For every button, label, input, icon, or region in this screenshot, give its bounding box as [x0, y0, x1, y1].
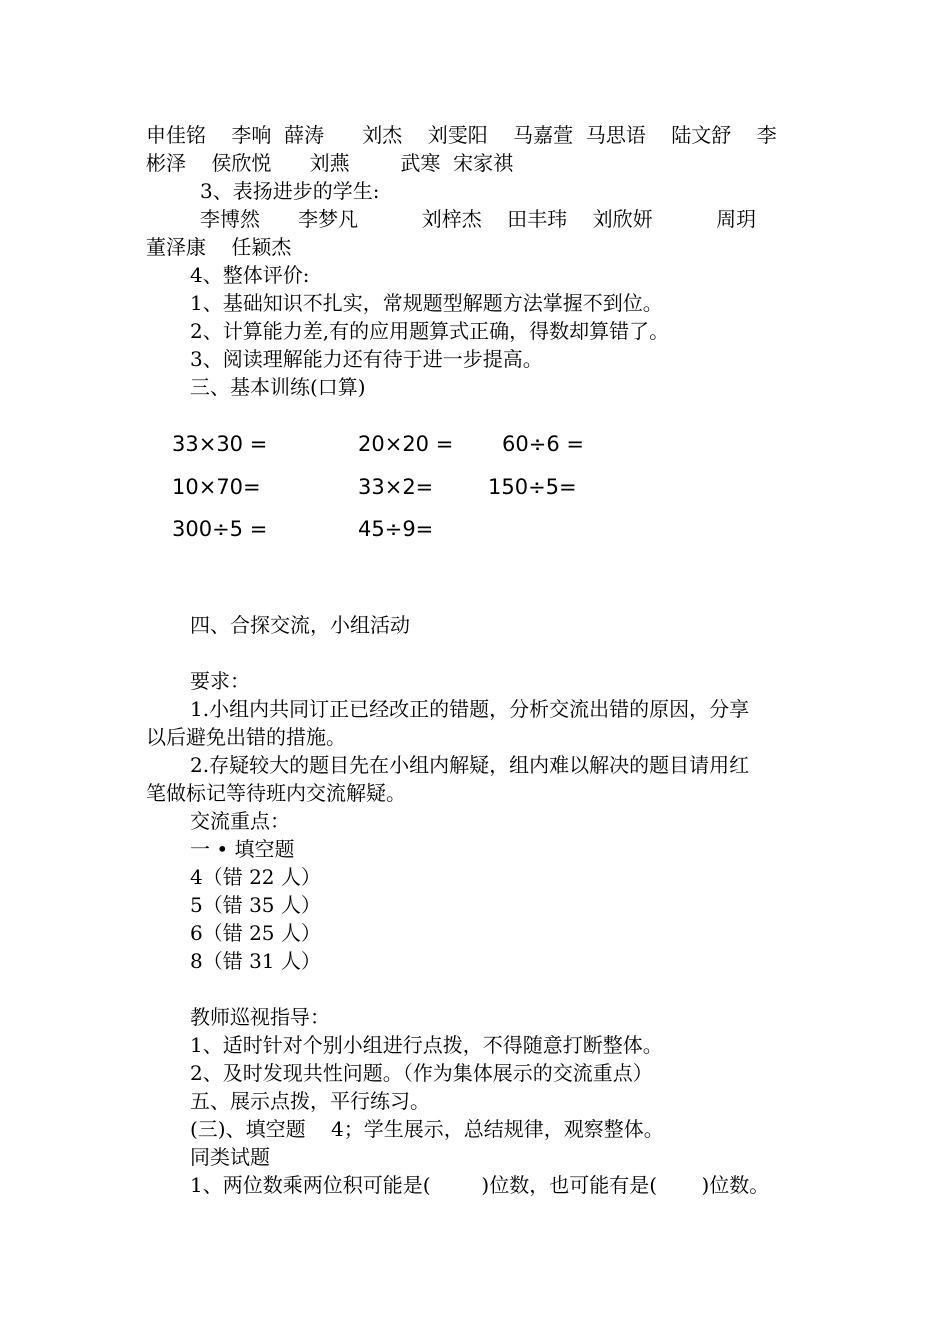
- text-line: 8（错 31 人）: [190, 949, 321, 973]
- calc-item: 60÷6 =: [502, 432, 584, 456]
- text-line: 1、适时针对个别小组进行点拨，不得随意打断整体。: [190, 1033, 663, 1057]
- calc-item: 10×70=: [172, 475, 261, 499]
- text-line: 4（错 22 人）: [190, 865, 321, 889]
- calc-item: 45÷9=: [358, 517, 434, 541]
- text-line: 1、基础知识不扎实，常规题型解题方法掌握不到位。: [190, 291, 663, 315]
- section-heading: 四、合探交流，小组活动: [190, 613, 410, 637]
- text-line: 李博然 李梦凡 刘梓杰 田丰玮 刘欣妍 周玥: [200, 207, 757, 231]
- text-line: 申佳铭 李响 薛涛 刘杰 刘雯阳 马嘉萱 马思语 陆文舒 李: [146, 123, 777, 147]
- calc-item: 150÷5=: [488, 475, 577, 499]
- text-line: 1.小组内共同订正已经改正的错题，分析交流出错的原因，分享: [190, 697, 750, 721]
- text-line: 要求：: [190, 669, 250, 693]
- text-line: 6（错 25 人）: [190, 921, 321, 945]
- section-heading: 3、表扬进步的学生:: [200, 179, 380, 203]
- text-line: (三)、填空题 4；学生展示，总结规律，观察整体。: [190, 1117, 664, 1141]
- text-line: 教师巡视指导：: [190, 1005, 330, 1029]
- text-line: 2.存疑较大的题目先在小组内解疑，组内难以解决的题目请用红: [190, 753, 750, 777]
- section-heading: 五、展示点拨，平行练习。: [190, 1089, 430, 1113]
- calc-item: 33×30 =: [172, 432, 268, 456]
- calc-item: 33×2=: [358, 475, 434, 499]
- text-line: 同类试题: [190, 1145, 270, 1169]
- text-line: 笔做标记等待班内交流解疑。: [146, 781, 406, 805]
- text-line: 2、计算能力差,有的应用题算式正确，得数却算错了。: [190, 319, 670, 343]
- text-line: 一 • 填空题: [190, 837, 295, 861]
- calc-item: 300÷5 =: [172, 517, 268, 541]
- text-line: 董泽康 任颖杰: [146, 235, 292, 259]
- section-heading: 三、基本训练(口算): [190, 375, 366, 399]
- text-line: 3、阅读理解能力还有待于进一步提高。: [190, 347, 543, 371]
- text-line: 1、两位数乘两位积可能是( )位数，也可能有是( )位数。: [190, 1173, 770, 1197]
- calc-item: 20×20 =: [358, 432, 454, 456]
- text-line: 以后避免出错的措施。: [146, 725, 346, 749]
- text-line: 交流重点：: [190, 809, 290, 833]
- section-heading: 4、整体评价:: [190, 263, 310, 287]
- text-line: 彬泽 侯欣悦 刘燕 武寒 宋家祺: [146, 151, 514, 175]
- text-line: 2、及时发现共性问题。（作为集体展示的交流重点）: [190, 1061, 653, 1085]
- text-line: 5（错 35 人）: [190, 893, 321, 917]
